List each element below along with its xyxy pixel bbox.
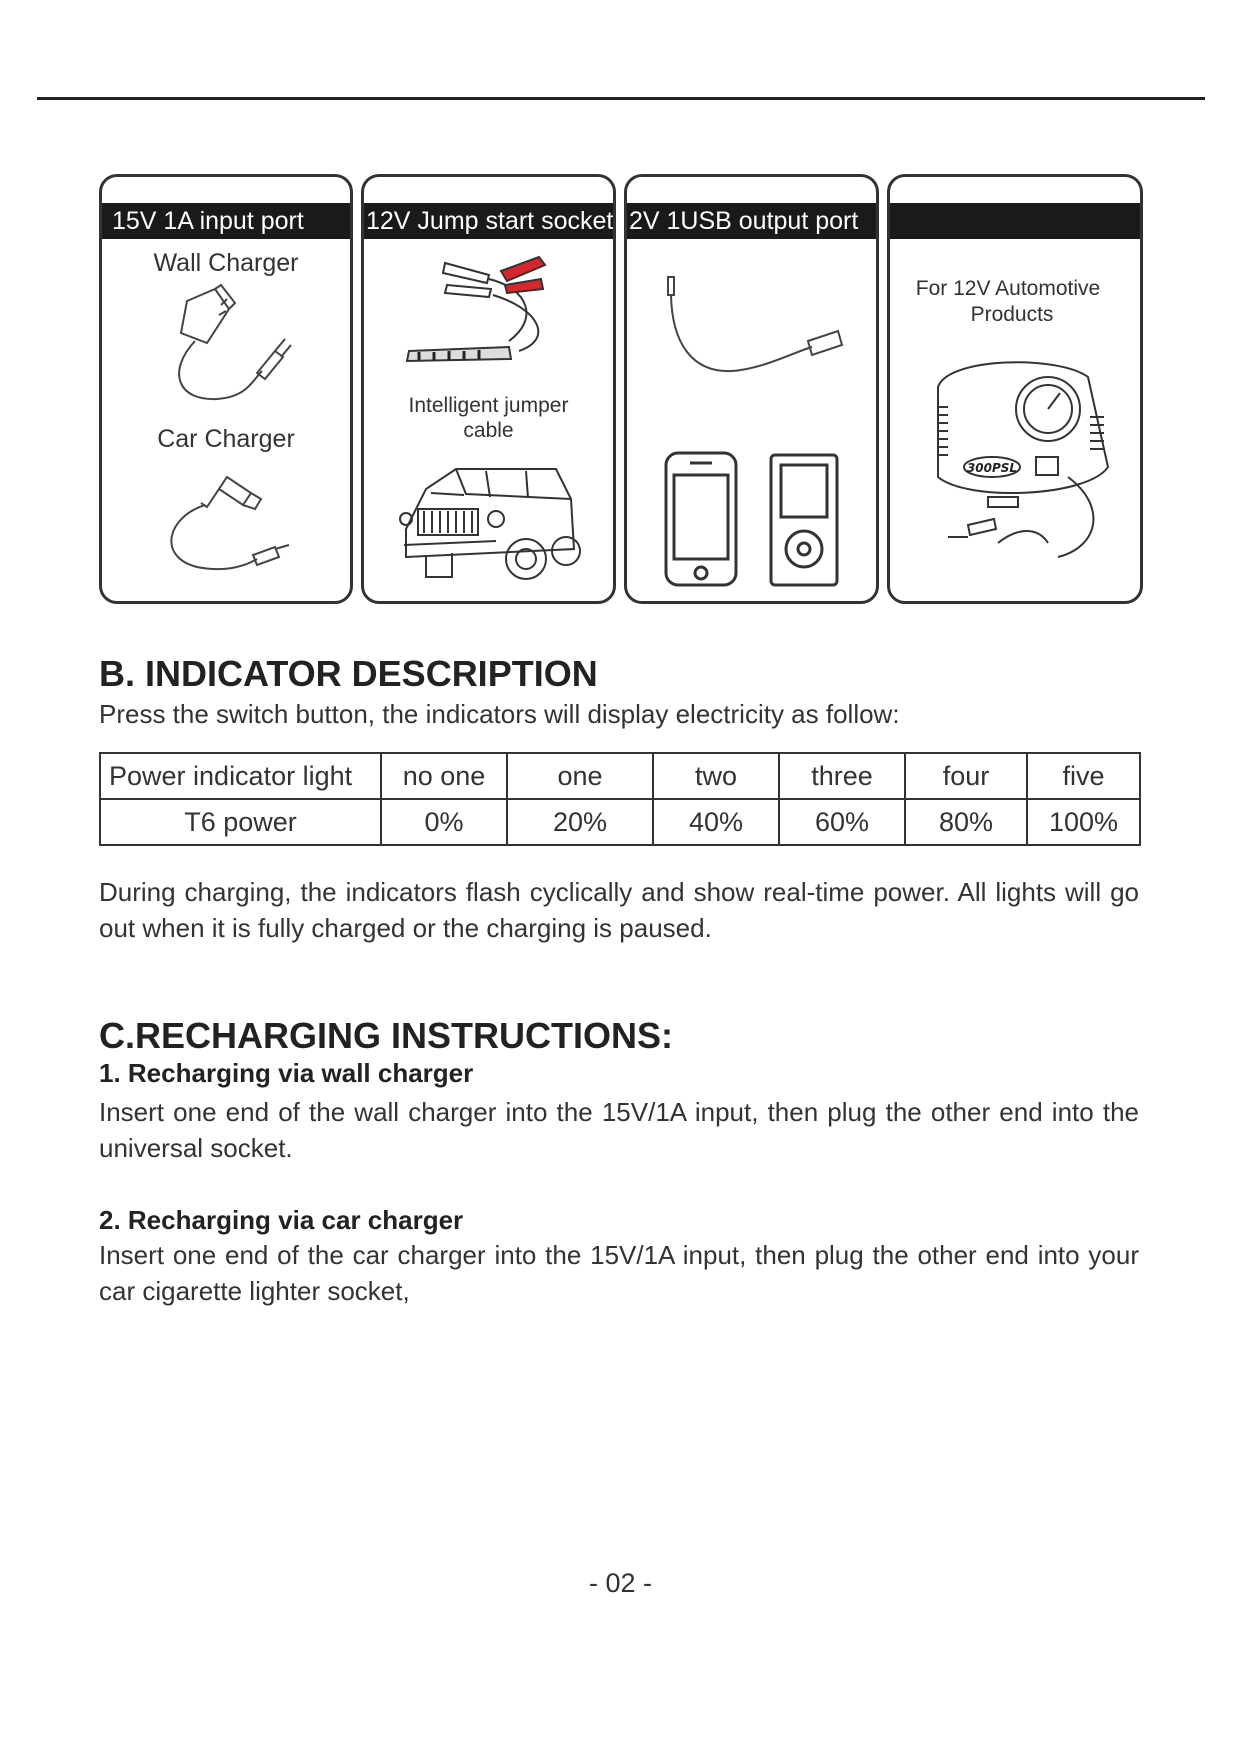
panel-jump-start <box>361 174 616 604</box>
step-2-title: 2. Recharging via car charger <box>99 1205 464 1235</box>
step-1-title: 1. Recharging via wall charger <box>99 1058 474 1088</box>
section-c-title: C.RECHARGING INSTRUCTIONS: <box>99 1015 673 1056</box>
gauge-label: 300PSL <box>966 461 1018 475</box>
air-compressor-icon <box>908 347 1128 587</box>
table-row <box>100 799 1140 845</box>
table-cell: four <box>905 753 1027 799</box>
indicator-table <box>99 752 1141 846</box>
suv-icon <box>386 449 586 589</box>
section-b-title: B. INDICATOR DESCRIPTION <box>99 653 598 694</box>
page-number: - 02 - <box>588 1568 653 1598</box>
step-2-text: Insert one end of the car charger into the 15V/1A input, then plug the other end into your car cigarette lighter socket, <box>99 1240 1139 1306</box>
car-charger-caption: Car Charger <box>157 425 295 453</box>
table-cell: five <box>1027 753 1140 799</box>
jumper-cable-caption-2: cable <box>463 419 514 442</box>
feature-panels <box>99 174 1143 608</box>
panel-header: 15V 1A input port <box>102 203 350 239</box>
wall-charger-caption: Wall Charger <box>153 249 299 277</box>
usb-cable-icon <box>652 273 852 393</box>
table-cell: two <box>653 753 779 799</box>
table-cell: three <box>779 753 905 799</box>
section-b-intro: Press the switch button, the indicators will display electricity as follow: <box>99 699 900 729</box>
panel-input-port <box>99 174 353 604</box>
table-cell: no one <box>381 753 507 799</box>
table-cell: 20% <box>507 799 653 845</box>
table-cell: 40% <box>653 799 779 845</box>
table-cell: 0% <box>381 799 507 845</box>
section-b-note: During charging, the indicators flash cyclically and show real-time power. All lights will go out when it is fully charged or the charging is paused. <box>99 877 1139 943</box>
wall-charger-icon <box>157 281 297 431</box>
table-cell: Power indicator light <box>100 753 381 799</box>
table-cell: 80% <box>905 799 1027 845</box>
panel-header: 12V Jump start socket <box>364 203 613 239</box>
table-cell: one <box>507 753 653 799</box>
panel-automotive-products <box>887 174 1143 604</box>
top-rule <box>37 97 1205 100</box>
automotive-caption-2: Products <box>970 303 1054 326</box>
panel-usb-output <box>624 174 879 604</box>
jumper-cable-icon <box>389 249 589 364</box>
table-cell: 100% <box>1027 799 1140 845</box>
jumper-cable-caption-1: Intelligent jumper <box>408 394 569 417</box>
table-row <box>100 753 1140 799</box>
smartphone-icon <box>662 449 742 591</box>
car-charger-icon <box>157 467 297 582</box>
table-cell: T6 power <box>100 799 381 845</box>
panel-header: 2V 1USB output port <box>627 203 876 239</box>
table-cell: 60% <box>779 799 905 845</box>
panel-header <box>890 203 1140 239</box>
automotive-caption-1: For 12V Automotive <box>915 277 1101 300</box>
media-player-icon <box>767 451 843 591</box>
step-1-text: Insert one end of the wall charger into the 15V/1A input, then plug the other end into the universal socket. <box>99 1097 1139 1163</box>
